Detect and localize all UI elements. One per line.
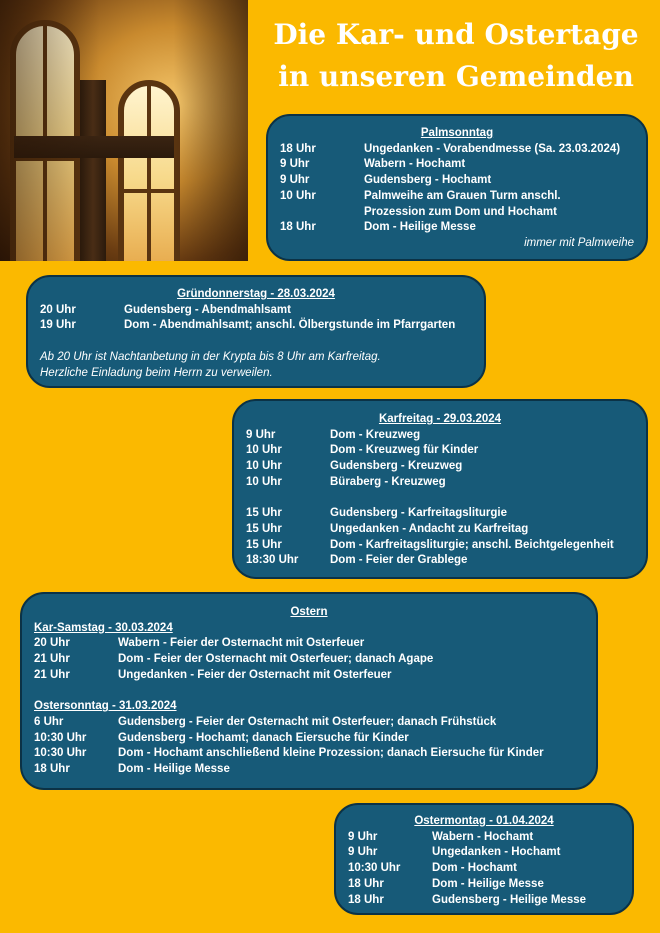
schedule-row: [40, 318, 472, 334]
time: 19 Uhr: [40, 319, 76, 332]
schedule-row: [246, 506, 634, 522]
schedule-row: [280, 189, 634, 205]
description: Wabern - Hochamt: [364, 158, 466, 171]
palmsonntag-note: immer mit Palmweihe: [524, 236, 634, 249]
time: 10 Uhr: [246, 444, 282, 457]
description: Wabern - Hochamt: [432, 830, 534, 843]
gruendonnerstag-box: [26, 275, 486, 388]
time: 10:30 Uhr: [34, 731, 87, 744]
description: Dom - Feier der Osternacht mit Osterfeuer; danach Agape: [118, 653, 434, 666]
schedule-row: [280, 157, 634, 173]
schedule-row: [280, 205, 634, 221]
schedule-row: [40, 303, 472, 319]
time: 20 Uhr: [40, 303, 76, 316]
schedule-row: [246, 428, 634, 444]
time: 10:30 Uhr: [348, 862, 401, 875]
schedule-row: [34, 731, 584, 747]
description: Gudensberg - Hochamt; danach Eiersuche für Kinder: [118, 731, 409, 744]
time: 15 Uhr: [246, 507, 282, 520]
page-title: [252, 14, 660, 98]
time: 9 Uhr: [246, 428, 276, 441]
schedule-row: [246, 522, 634, 538]
schedule-row: [246, 459, 634, 475]
schedule-row: [246, 475, 634, 491]
time: 10:30 Uhr: [34, 747, 87, 760]
ostersonntag-heading: Ostersonntag - 31.03.2024: [34, 700, 177, 713]
schedule-row: [348, 830, 620, 846]
karfreitag-heading: Karfreitag - 29.03.2024: [378, 413, 502, 425]
time: 10 Uhr: [246, 460, 282, 473]
time: 10 Uhr: [246, 475, 282, 488]
time: 15 Uhr: [246, 538, 282, 551]
time: 6 Uhr: [34, 715, 64, 728]
time: 21 Uhr: [34, 653, 70, 666]
palmsonntag-heading: Palmsonntag: [420, 127, 494, 139]
schedule-row: [246, 553, 634, 569]
description: Dom - Hochamt anschließend kleine Prozession; danach Eiersuche für Kinder: [118, 747, 544, 760]
description: Büraberg - Kreuzweg: [330, 475, 446, 488]
schedule-row: [34, 715, 584, 731]
time: 18 Uhr: [280, 142, 316, 155]
description: Gudensberg - Kreuzweg: [330, 460, 463, 473]
schedule-row: [280, 173, 634, 189]
description: Prozession zum Dom und Hochamt: [364, 205, 557, 218]
description: Palmweihe am Grauen Turm anschl.: [364, 189, 561, 202]
description: Ungedanken - Hochamt: [432, 846, 561, 859]
time: 18 Uhr: [348, 893, 384, 906]
schedule-row: [348, 861, 620, 877]
description: Wabern - Feier der Osternacht mit Osterfeuer: [118, 637, 365, 650]
description: Dom - Heilige Messe: [364, 221, 476, 234]
time: 9 Uhr: [348, 830, 378, 843]
description: Dom - Feier der Grablege: [330, 554, 468, 567]
schedule-row: [34, 652, 584, 668]
time: 9 Uhr: [280, 174, 310, 187]
description: Ungedanken - Andacht zu Karfreitag: [330, 522, 529, 535]
description: Gudensberg - Hochamt: [364, 174, 492, 187]
schedule-row: [348, 845, 620, 861]
schedule-row: [280, 220, 634, 236]
description: Dom - Hochamt: [432, 862, 517, 875]
time: 9 Uhr: [280, 158, 310, 171]
description: Dom - Heilige Messe: [432, 877, 544, 890]
title-line-1: Die Kar- und Ostertage: [273, 18, 639, 51]
description: Dom - Heilige Messe: [118, 763, 230, 776]
ostern-box: [20, 592, 598, 790]
schedule-row: [34, 668, 584, 684]
ostern-heading: Ostern: [290, 606, 328, 618]
description: Dom - Abendmahlsamt; anschl. Ölbergstunde im Pfarrgarten: [124, 319, 456, 332]
ostermontag-box: [334, 803, 634, 915]
palmsonntag-box: [266, 114, 648, 261]
description: Ungedanken - Vorabendmesse (Sa. 23.03.2024): [364, 142, 621, 155]
gruendonnerstag-heading: Gründonnerstag - 28.03.2024: [177, 288, 335, 300]
title-line-2: in unseren Gemeinden: [278, 60, 634, 93]
description: Gudensberg - Heilige Messe: [432, 893, 587, 906]
schedule-row: [34, 746, 584, 762]
schedule-row: [280, 142, 634, 158]
gruendonnerstag-note-1: Ab 20 Uhr ist Nachtanbetung in der Krypta bis 8 Uhr am Karfreitag.: [40, 350, 381, 363]
time: 10 Uhr: [280, 189, 316, 202]
schedule-row: [34, 636, 584, 652]
schedule-row: [348, 877, 620, 893]
schedule-row: [246, 538, 634, 554]
description: Gudensberg - Feier der Osternacht mit Osterfeuer; danach Frühstück: [118, 715, 497, 728]
time: 18 Uhr: [34, 763, 70, 776]
description: Dom - Kreuzweg für Kinder: [330, 444, 479, 457]
time: 18:30 Uhr: [246, 554, 299, 567]
time: 9 Uhr: [348, 846, 378, 859]
schedule-row: [34, 762, 584, 778]
gruendonnerstag-note-2: Herzliche Einladung beim Herrn zu verweilen.: [40, 366, 273, 379]
cross-window-photo: [0, 0, 248, 261]
time: 15 Uhr: [246, 522, 282, 535]
description: Gudensberg - Karfreitagsliturgie: [330, 507, 508, 520]
description: Gudensberg - Abendmahlsamt: [124, 303, 291, 316]
time: 18 Uhr: [280, 221, 316, 234]
ostermontag-heading: Ostermontag - 01.04.2024: [414, 815, 554, 827]
time: 21 Uhr: [34, 668, 70, 681]
description: Dom - Karfreitagsliturgie; anschl. Beichtgelegenheit: [330, 538, 614, 551]
time: 20 Uhr: [34, 637, 70, 650]
schedule-row: [348, 893, 620, 909]
karsamstag-heading: Kar-Samstag - 30.03.2024: [34, 621, 173, 634]
description: Dom - Kreuzweg: [330, 428, 421, 441]
time: [280, 205, 364, 221]
time: 18 Uhr: [348, 877, 384, 890]
schedule-row: [246, 443, 634, 459]
karfreitag-box: [232, 399, 648, 579]
description: Ungedanken - Feier der Osternacht mit Osterfeuer: [118, 668, 392, 681]
